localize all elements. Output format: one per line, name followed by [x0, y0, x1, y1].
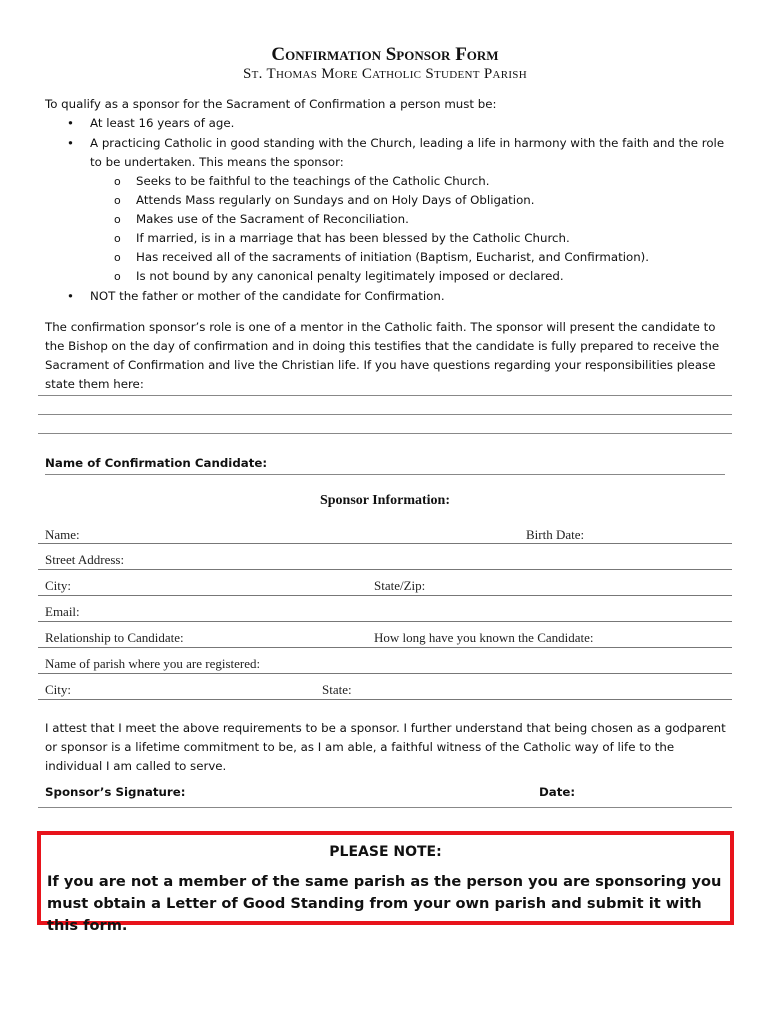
- name-label: Name:: [45, 527, 80, 542]
- requirement-sub-item: Has received all of the sacraments of initiation (Baptism, Eucharist, and Confirmation).: [136, 250, 650, 264]
- bullet-marker: •: [67, 116, 74, 130]
- sub-bullet-marker: o: [114, 270, 121, 283]
- requirement-item: At least 16 years of age.: [90, 116, 235, 130]
- city-field[interactable]: [38, 595, 732, 596]
- known-duration-label: How long have you known the Candidate:: [374, 630, 594, 645]
- sub-bullet-marker: o: [114, 232, 121, 245]
- street-address-field[interactable]: [38, 569, 732, 570]
- requirement-item: A practicing Catholic in good standing with the Church, leading a life in harmony with the faith and the role to be undertaken. This means the sponsor:: [90, 136, 725, 169]
- note-heading: PLEASE NOTE:: [329, 844, 442, 860]
- sub-bullet-marker: o: [114, 251, 121, 264]
- requirements-intro: To qualify as a sponsor for the Sacrament of Confirmation a person must be:: [45, 97, 497, 111]
- email-field[interactable]: [38, 621, 732, 622]
- name-field[interactable]: [38, 543, 732, 544]
- role-paragraph: The confirmation sponsor’s role is one of a mentor in the Catholic faith. The sponsor will present the candidate to the Bishop on the day of confirmation and in doing this testifies that the candidate is fully prepared to receive the Sacrament of Confirmation and live the Christian life. If you have questions regarding your responsibilities please state them here:: [45, 320, 720, 391]
- bullet-marker: •: [67, 136, 74, 150]
- sub-bullet-marker: o: [114, 194, 121, 207]
- parish-label: Name of parish where you are registered:: [45, 656, 261, 671]
- relationship-field[interactable]: [38, 647, 732, 648]
- signature-label: Sponsor’s Signature:: [45, 785, 186, 799]
- note-text: If you are not a member of the same parish as the person you are sponsoring you must obtain a Letter of Good Standing from your own parish and submit it with this form.: [47, 873, 722, 934]
- sub-bullet-marker: o: [114, 213, 121, 226]
- requirement-sub-item: If married, is in a marriage that has been blessed by the Catholic Church.: [136, 231, 570, 245]
- parish-field[interactable]: [38, 673, 732, 674]
- questions-line[interactable]: [38, 433, 732, 434]
- date-label: Date:: [539, 785, 576, 799]
- candidate-name-label: Name of Confirmation Candidate:: [45, 456, 268, 470]
- requirement-sub-item: Is not bound by any canonical penalty legitimately imposed or declared.: [136, 269, 564, 283]
- page-subtitle: St. Thomas More Catholic Student Parish: [243, 66, 527, 82]
- city-label: City:: [45, 578, 72, 593]
- bullet-marker: •: [67, 289, 74, 303]
- candidate-name-field[interactable]: [45, 474, 725, 475]
- email-label: Email:: [45, 604, 80, 619]
- sponsor-info-heading: Sponsor Information:: [319, 493, 451, 508]
- questions-line[interactable]: [38, 395, 732, 396]
- sub-bullet-marker: o: [114, 175, 121, 188]
- parish-city-field[interactable]: [38, 699, 732, 700]
- state-zip-label: State/Zip:: [374, 578, 426, 593]
- signature-field[interactable]: [38, 807, 732, 808]
- requirement-item: NOT the father or mother of the candidate for Confirmation.: [90, 289, 445, 303]
- page-title: Confirmation Sponsor Form: [271, 44, 499, 65]
- requirement-sub-item: Seeks to be faithful to the teachings of the Catholic Church.: [136, 174, 490, 188]
- parish-city-label: City:: [45, 682, 72, 697]
- questions-line[interactable]: [38, 414, 732, 415]
- requirement-sub-item: Makes use of the Sacrament of Reconciliation.: [136, 212, 409, 226]
- attestation-text: I attest that I meet the above requirements to be a sponsor. I further understand that being chosen as a godparent or sponsor is a lifetime commitment to be, as I am able, a faithful witness of the Catholic way of life to the individual I am called to serve.: [45, 721, 726, 773]
- requirement-sub-item: Attends Mass regularly on Sundays and on Holy Days of Obligation.: [136, 193, 535, 207]
- parish-state-label: State:: [322, 682, 352, 697]
- relationship-label: Relationship to Candidate:: [45, 630, 184, 645]
- please-note-box: [37, 831, 734, 934]
- birth-date-label: Birth Date:: [526, 527, 585, 542]
- street-address-label: Street Address:: [45, 552, 125, 567]
